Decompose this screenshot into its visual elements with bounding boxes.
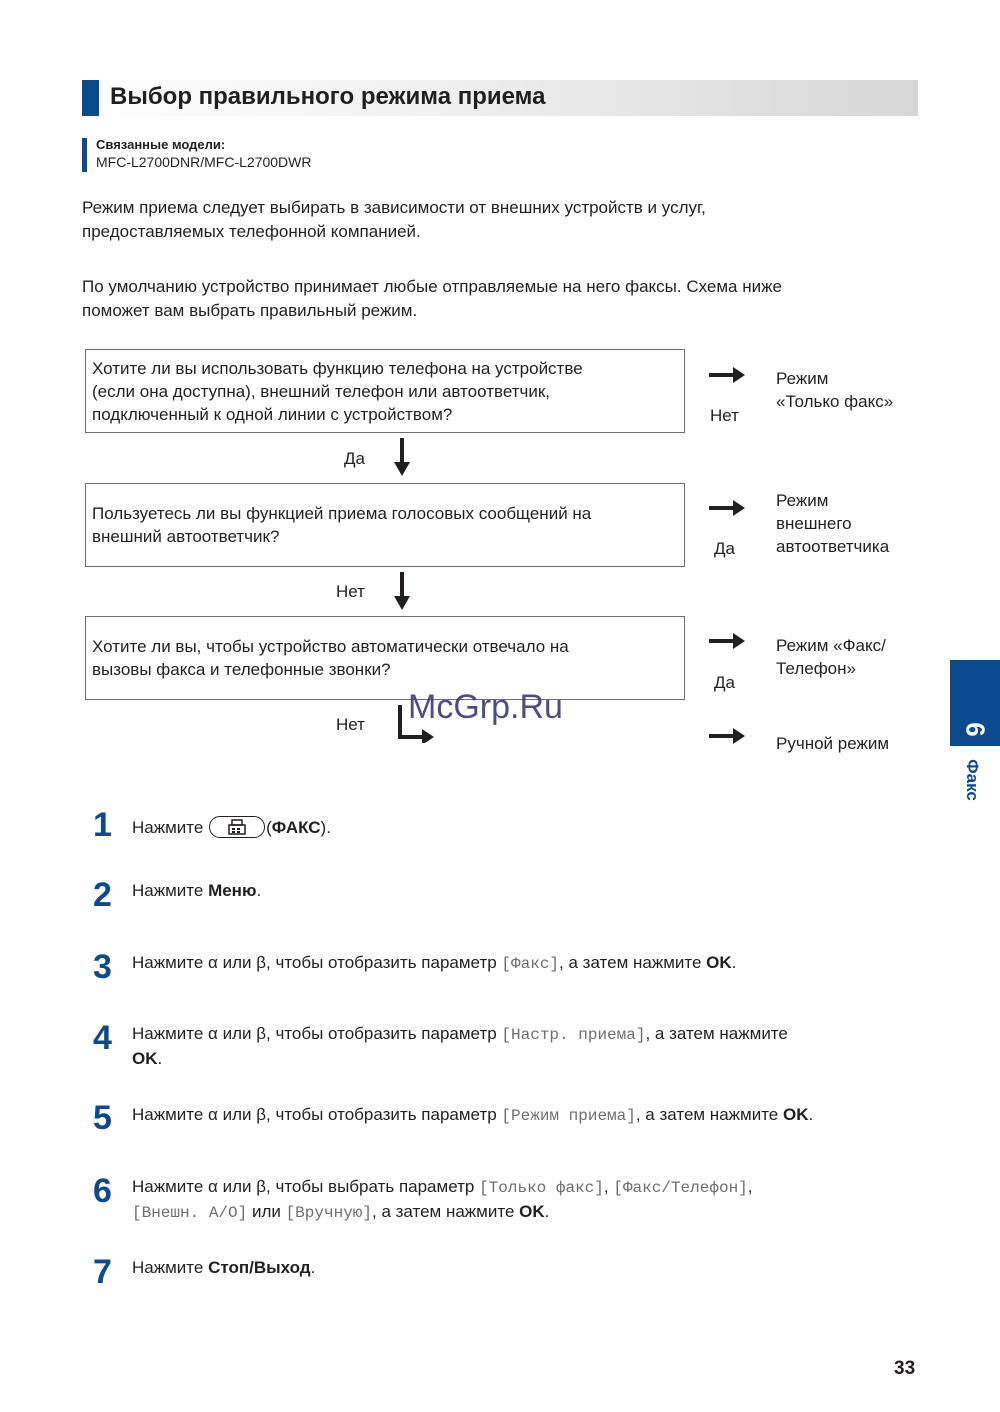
intro-line: поможет вам выбрать правильный режим. [82,301,418,320]
step-bold-term: OK [706,953,732,972]
q2-yes-label: Да [714,539,735,558]
intro-line: предоставляемых телефонной компанией. [82,222,421,241]
step-text-part: Нажмите [132,818,204,837]
result-line: автоответчика [776,537,890,556]
result-external-tad [776,489,889,558]
question-line: подключенный к одной линии с устройством? [92,405,453,424]
result-line: Режим [776,491,829,510]
menu-param: [Внешн. А/О] [132,1204,248,1222]
menu-param: [Вручную] [285,1204,372,1222]
q3-yes-label: Да [714,673,735,692]
step-6-text [132,1175,922,1225]
step-3-text [132,951,922,976]
step-text-part: . [731,953,737,972]
flowchart-question-3 [85,616,685,700]
step-text-part: Нажмите α или β, чтобы отобразить параметр [132,1105,502,1124]
step-number: 3 [93,948,112,986]
step-text-part: , [747,1177,753,1196]
menu-param: [Факс/Телефон] [613,1179,748,1197]
arrow-right-icon [709,728,745,744]
result-line: «Только факс» [776,392,894,411]
result-manual: Ручной режим [776,734,890,753]
arrow-right-icon [709,633,745,649]
step-bold-term: OK [782,1105,809,1124]
step-bold-term: OK [132,1049,158,1068]
step-line [132,1175,922,1200]
step-bold-term: ФАКС [271,818,321,837]
question-line: Хотите ли вы использовать функцию телефона на устройстве [92,359,583,378]
question-line: Пользуетесь ли вы функцией приема голосовых сообщений на [92,504,592,523]
related-models-value: MFC-L2700DNR/MFC-L2700DWR [96,154,312,170]
result-fax-only [776,367,893,413]
q1-yes-label: Да [344,449,365,468]
step-text-part: . [157,1049,163,1068]
step-7-text [132,1256,922,1280]
step-number: 1 [93,806,112,844]
flowchart-question-1 [85,349,685,433]
fax-button [209,816,265,838]
question-line: внешний автоответчик? [92,527,280,546]
step-number: 6 [93,1172,112,1210]
q1-no-label: Нет [710,406,739,425]
step-text-part: Нажмите α или β, чтобы выбрать параметр [132,1177,480,1196]
flowchart-question-2 [85,483,685,567]
result-line: Режим «Факс/ [776,636,886,655]
step-4-text [132,1022,922,1071]
models-accent-bar [82,138,87,172]
chapter-label: Факс [963,759,982,801]
menu-param: [Факс] [501,955,560,973]
step-text-part: , а затем нажмите [559,953,707,972]
step-text-part: ( [266,818,272,837]
menu-param: [Режим приема] [501,1107,636,1125]
step-bold-term: OK [519,1202,545,1221]
question-line: вызовы факса и телефонные звонки? [92,660,391,679]
q2-no-label: Нет [336,582,365,601]
step-bold-term: Меню [208,881,257,900]
step-text-part: Нажмите α или β, чтобы отобразить параметр [132,953,502,972]
step-line [132,1047,922,1071]
step-text-part: , а затем нажмите [372,1202,520,1221]
step-text-part: Нажмите α или β, чтобы отобразить параметр [132,1024,502,1043]
menu-param: [Настр. приема] [501,1026,646,1044]
arrow-down-icon [394,438,410,476]
result-fax-tel [776,634,886,680]
q3-no-label: Нет [336,715,365,734]
step-text-part: , а затем нажмите [635,1105,783,1124]
step-text-part: . [808,1105,814,1124]
question-line: Хотите ли вы, чтобы устройство автоматически отвечало на [92,637,569,656]
result-line: Режим [776,369,829,388]
step-1-text [132,816,922,840]
step-line [132,1200,922,1225]
step-text-part: Нажмите [132,1258,209,1277]
step-number: 7 [93,1253,112,1291]
step-line [132,1022,922,1047]
arrow-right-icon [709,500,745,516]
intro-paragraph-1 [82,196,922,244]
chapter-number: 6 [960,722,991,737]
step-text-part: , а затем нажмите [645,1024,788,1043]
menu-param: [Только факс] [479,1179,604,1197]
step-number: 4 [93,1019,112,1057]
intro-paragraph-2 [82,275,922,323]
step-text-part: . [256,881,262,900]
step-text-part: , [603,1177,614,1196]
question-line: (если она доступна), внешний телефон или автоответчик, [92,382,551,401]
fax-icon [227,819,247,835]
arrow-right-icon [709,367,745,383]
step-text-part: ). [320,818,331,837]
step-number: 2 [93,876,112,914]
title-accent-mark [82,80,99,116]
intro-line: По умолчанию устройство принимает любые отправляемые на него факсы. Схема ниже [82,277,782,296]
step-bold-term: Стоп/Выход [208,1258,311,1277]
step-text-part: . [544,1202,550,1221]
step-2-text [132,879,922,903]
step-text-part: Нажмите [132,881,209,900]
step-text-part: или [247,1202,286,1221]
arrow-down-icon [394,572,410,610]
step-5-text [132,1103,922,1128]
watermark: McGrp.Ru [408,688,563,726]
page-number: 33 [894,1358,916,1379]
step-number: 5 [93,1099,112,1137]
result-line: внешнего [776,514,852,533]
intro-line: Режим приема следует выбирать в зависимости от внешних устройств и услуг, [82,198,706,217]
step-text-part: . [310,1258,316,1277]
page-title: Выбор правильного режима приема [110,83,546,110]
result-line: Телефон» [776,659,856,678]
related-models-label: Связанные модели: [96,137,226,152]
